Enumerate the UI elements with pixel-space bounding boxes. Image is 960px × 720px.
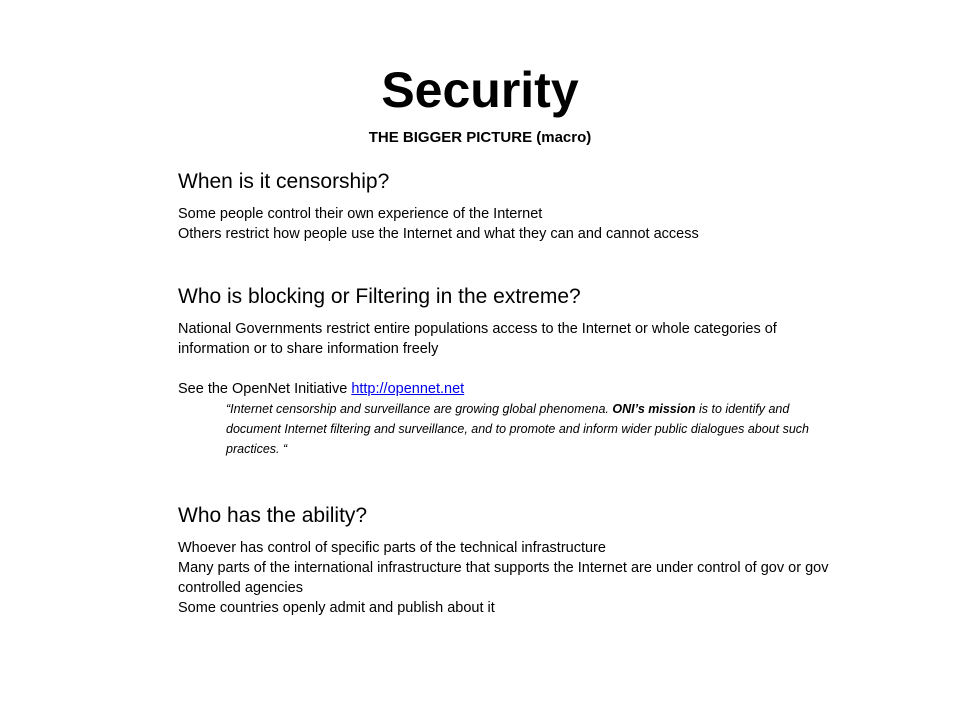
section-censorship	[178, 168, 918, 244]
body-line: Some people control their own experience of the Internet	[178, 206, 543, 222]
body-line: Many parts of the international infrastructure that supports the Internet are under control of gov or gov controlled agencies	[178, 560, 829, 596]
body-line: Whoever has control of specific parts of the technical infrastructure	[178, 540, 606, 556]
section-heading: When is it censorship?	[178, 170, 390, 193]
section-heading: Who has the ability?	[178, 504, 368, 527]
body-paragraph: National Governments restrict entire populations access to the Internet or whole categories of information or to share information freely	[178, 321, 777, 357]
slide-subtitle: THE BIGGER PICTURE (macro)	[368, 129, 592, 146]
quote-emphasis: ONI’s mission	[612, 402, 696, 416]
section-ability	[178, 502, 918, 618]
see-prefix: See the OpenNet Initiative	[178, 381, 352, 397]
section-heading: Who is blocking or Filtering in the extreme?	[178, 285, 581, 308]
body-line: Some countries openly admit and publish about it	[178, 600, 495, 616]
body-line: Others restrict how people use the Internet and what they can and cannot access	[178, 226, 699, 242]
opennet-link[interactable]: http://opennet.net	[351, 381, 465, 397]
opennet-reference	[178, 379, 918, 399]
quote-text: “Internet censorship and surveillance are growing global phenomena.	[226, 402, 613, 416]
quote-text: is to identify and document Internet filtering and surveillance, and to promote and inform wider public dialogues about such practices. “	[226, 402, 809, 456]
slide-title: Security	[381, 62, 579, 118]
oni-quote	[226, 399, 816, 459]
section-blocking	[178, 283, 918, 459]
